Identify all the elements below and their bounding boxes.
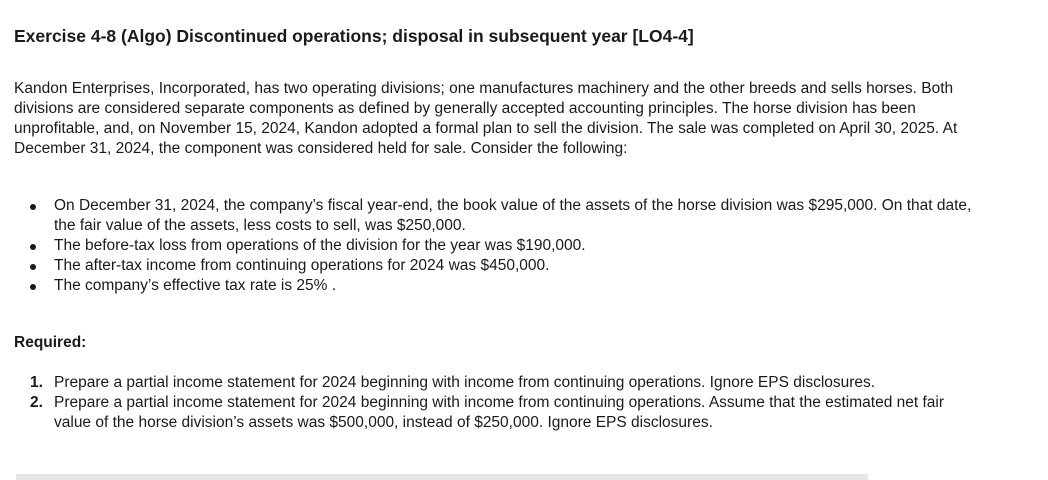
bullet-icon — [30, 204, 36, 210]
required-item-text: Prepare a partial income statement for 2024 beginning with income from continuing operations. Assume that the estimated net fair value of the horse division’s assets was $500,000, instead of $250,000. Ignore EPS disclosures. — [54, 394, 945, 431]
list-item — [14, 276, 974, 296]
list-item-text: On December 31, 2024, the company’s fiscal year-end, the book value of the assets of the horse division was $295,000. On that date, the fair value of the assets, less costs to sell, was $250,000. — [54, 197, 972, 234]
required-item-number: 1. — [30, 374, 43, 391]
list-item-text: The company’s effective tax rate is 25% . — [54, 277, 337, 294]
required-item-text: Prepare a partial income statement for 2024 beginning with income from continuing operations. Ignore EPS disclosures. — [54, 374, 876, 391]
bullet-icon — [30, 264, 36, 270]
bullet-icon — [30, 284, 36, 290]
list-item — [14, 196, 974, 236]
required-item-number: 2. — [30, 394, 43, 411]
required-list — [14, 373, 974, 433]
required-item — [14, 393, 974, 433]
bullet-icon — [30, 244, 36, 250]
facts-list — [14, 196, 974, 296]
required-heading: Required: — [14, 334, 87, 351]
list-item — [14, 256, 974, 276]
required-item — [14, 373, 974, 393]
list-item — [14, 236, 974, 256]
horizontal-scrollbar[interactable] — [16, 474, 868, 480]
intro-paragraph: Kandon Enterprises, Incorporated, has two operating divisions; one manufactures machinery and the other breeds and sells horses. Both divisions are considered separate components as defined by generally accepted accounting principles. The horse division has been unprofitable, and, on November 15, 2024, Kandon adopted a formal plan to sell the division. The sale was completed on April 30, 2025. At December 31, 2024, the component was considered held for sale. Consider the following: — [14, 80, 958, 157]
list-item-text: The after-tax income from continuing operations for 2024 was $450,000. — [54, 257, 550, 274]
list-item-text: The before-tax loss from operations of the division for the year was $190,000. — [54, 237, 586, 254]
exercise-title: Exercise 4-8 (Algo) Discontinued operations; disposal in subsequent year [LO4-4] — [14, 26, 694, 46]
